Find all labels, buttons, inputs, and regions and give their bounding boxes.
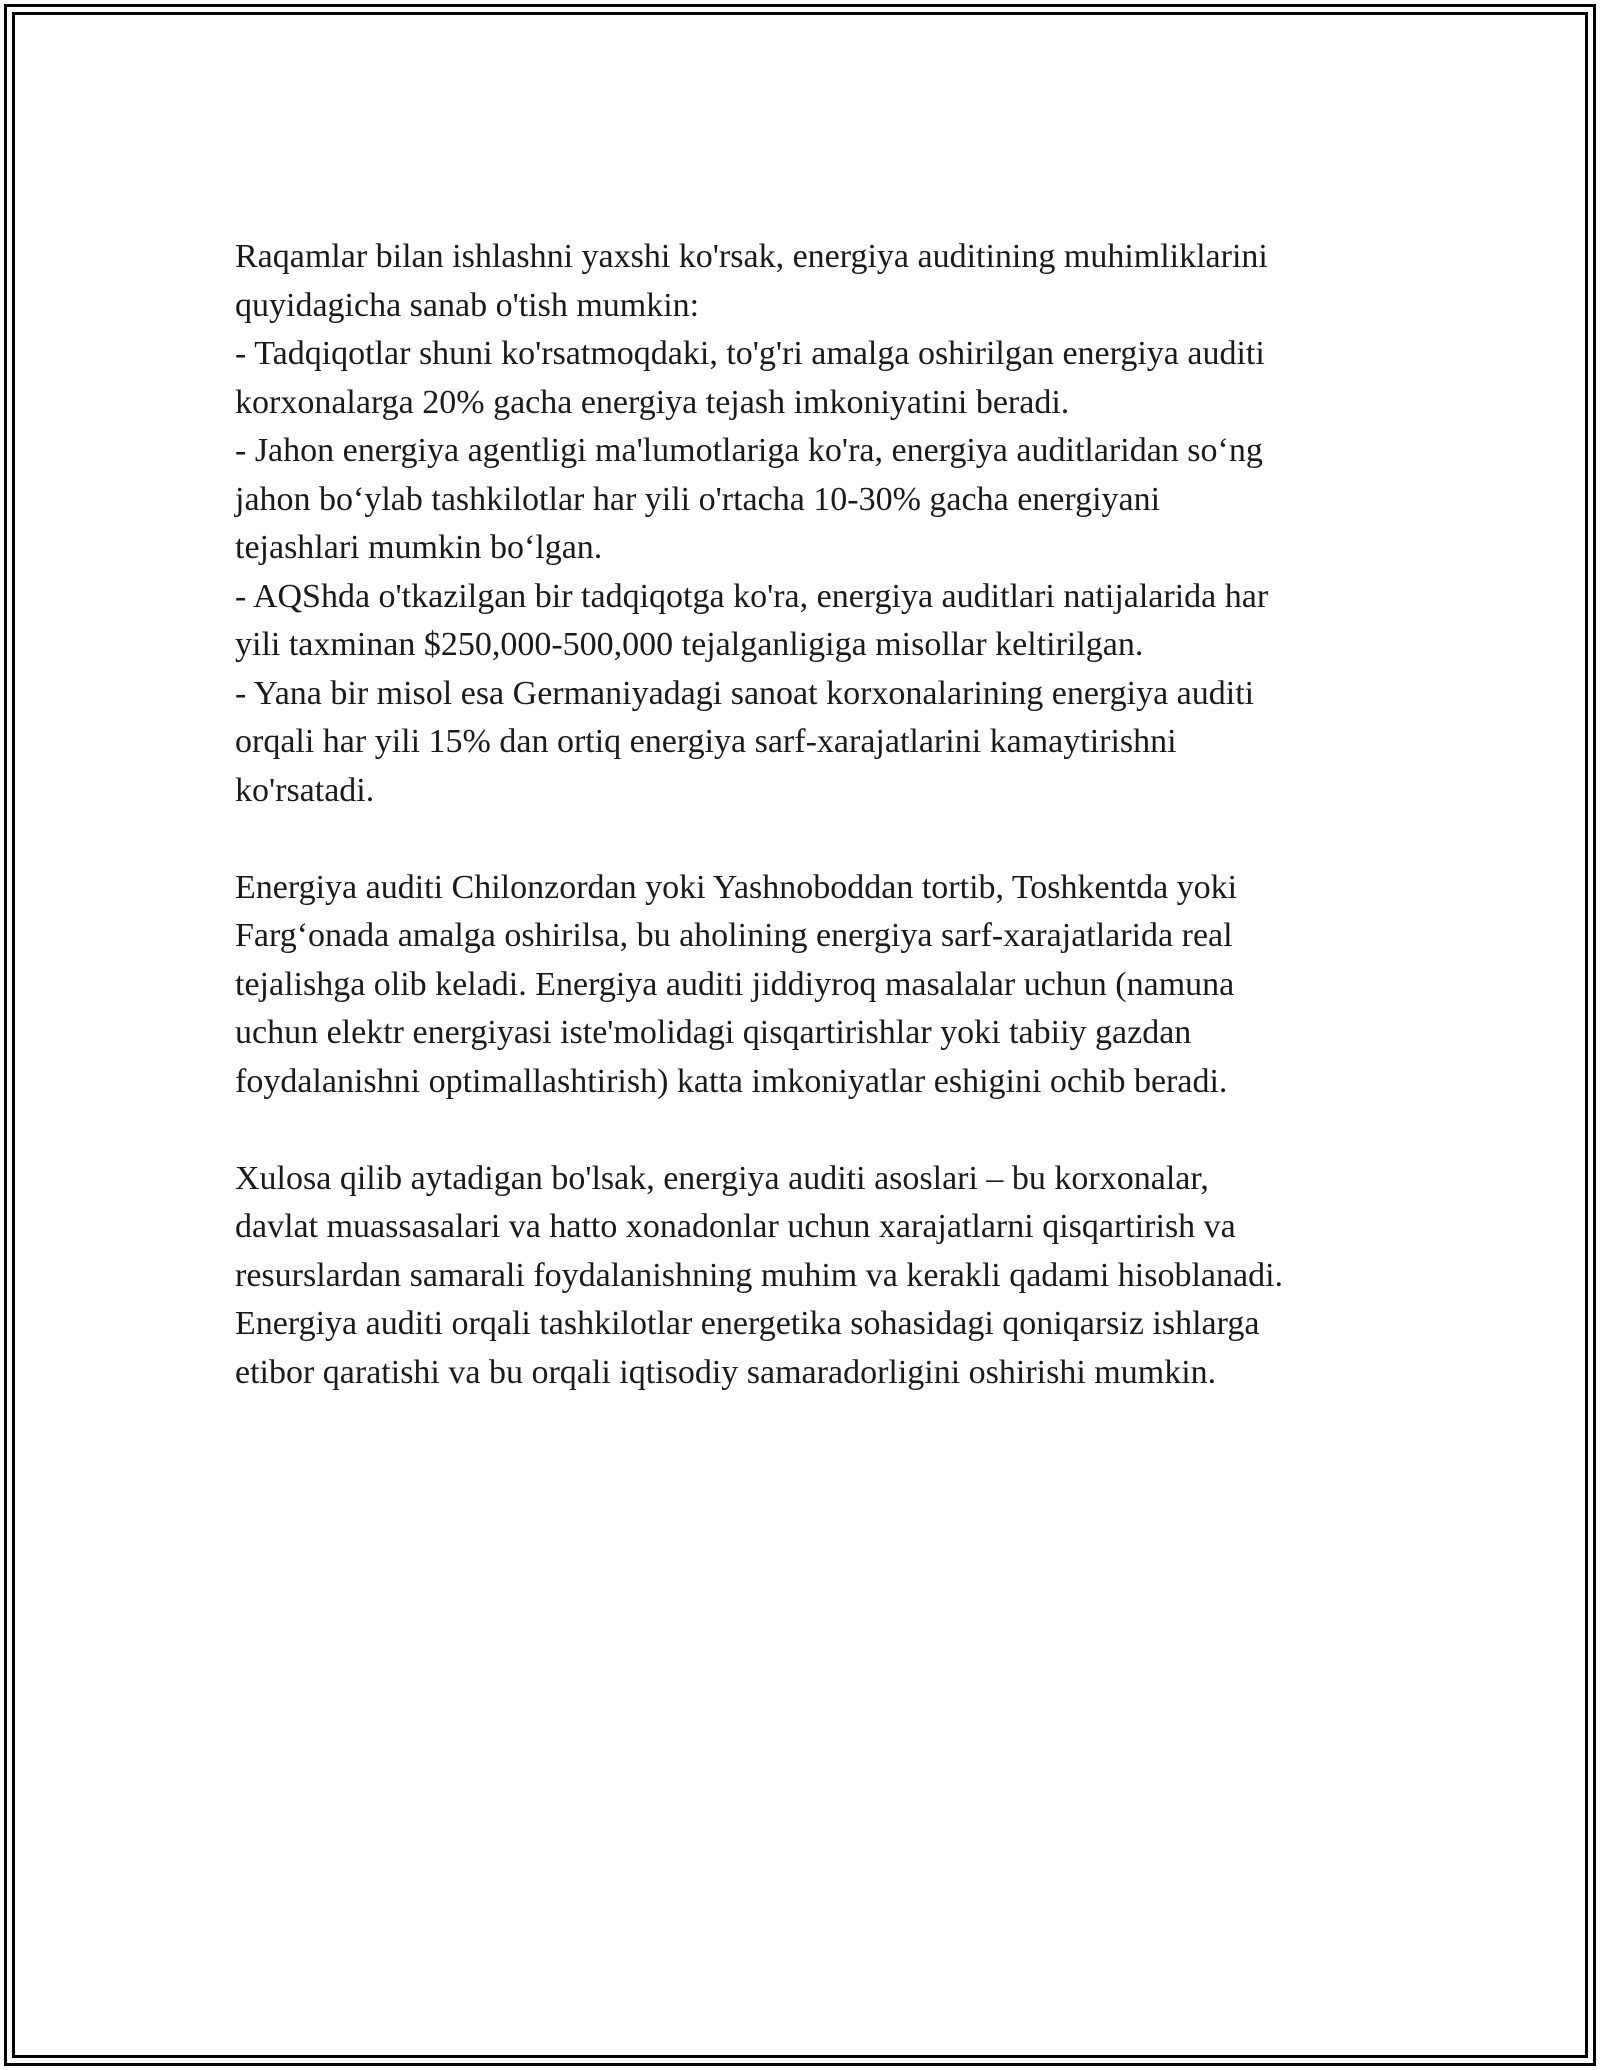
text-line: resurslardan samarali foydalanishning muhim va kerakli qadami hisoblanadi. [235, 1256, 1284, 1294]
text-line: - Yana bir misol esa Germaniyadagi sanoat korxonalarining energiya auditi [235, 674, 1255, 712]
text-line: korxonalarga 20% gacha energiya tejash imkoniyatini beradi. [235, 383, 1070, 421]
text-line: orqali har yili 15% dan ortiq energiya sarf-xarajatlarini kamaytirishni [235, 723, 1177, 760]
text-line: - AQShda o'tkazilgan bir tadqiqotga ko'ra, energiya auditlari natijalarida har [235, 577, 1269, 615]
text-line: etibor qaratishi va bu orqali iqtisodiy samaradorligini oshirishi mumkin. [235, 1353, 1217, 1391]
text-line: Xulosa qilib aytadigan bo'lsak, energiya auditi asoslari – bu korxonalar, [235, 1159, 1209, 1197]
text-line: - Jahon energiya agentligi ma'lumotlariga ko'ra, energiya auditlaridan so‘ng [235, 432, 1263, 469]
paragraph-gap [235, 815, 1375, 864]
document-body [235, 233, 1375, 1397]
text-line: Energiya auditi orqali tashkilotlar energetika sohasidagi qoniqarsiz ishlarga [235, 1305, 1260, 1342]
text-line: yili taxminan $250,000-500,000 tejalganligiga misollar keltirilgan. [235, 626, 1144, 663]
text-line: Energiya auditi Chilonzordan yoki Yashnoboddan tortib, Toshkentda yoki [235, 868, 1238, 906]
paragraph-statistics [235, 233, 1375, 815]
paragraph-gap [235, 1106, 1375, 1155]
text-line: davlat muassasalari va hatto xonadonlar uchun xarajatlarni qisqartirish va [235, 1208, 1236, 1245]
text-line: jahon bo‘ylab tashkilotlar har yili o'rtacha 10-30% gacha energiyani [235, 480, 1161, 518]
text-line: ko'rsatadi. [235, 771, 375, 809]
text-line: Raqamlar bilan ishlashni yaxshi ko'rsak, energiya auditining muhimliklarini [235, 238, 1268, 275]
text-line: tejalishga olib keladi. Energiya auditi jiddiyroq masalalar uchun (namuna [235, 965, 1235, 1003]
paragraph-conclusion [235, 1155, 1375, 1398]
text-line: quyidagicha sanab o'tish mumkin: [235, 286, 700, 324]
text-line: tejashlari mumkin bo‘lgan. [235, 529, 603, 566]
text-line: Farg‘onada amalga oshirilsa, bu aholining energiya sarf-xarajatlarida real [235, 917, 1233, 954]
text-line: uchun elektr energiyasi iste'molidagi qisqartirishlar yoki tabiiy gazdan [235, 1014, 1192, 1051]
text-line: foydalanishni optimallashtirish) katta imkoniyatlar eshigini ochib beradi. [235, 1062, 1228, 1100]
text-line: - Tadqiqotlar shuni ko'rsatmoqdaki, to'g'ri amalga oshirilgan energiya auditi [235, 335, 1265, 372]
paragraph-regional [235, 864, 1375, 1107]
